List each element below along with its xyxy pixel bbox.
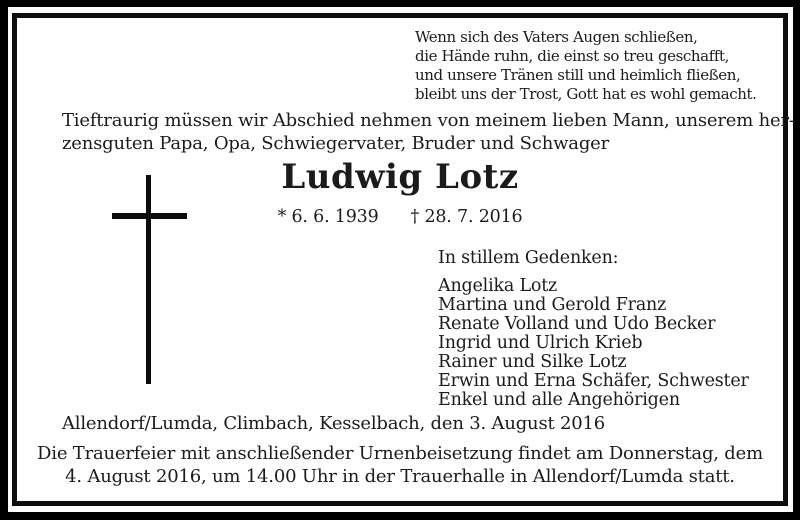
memorial-heading: In stillem Gedenken: [438, 248, 619, 268]
announcement-text [62, 110, 795, 155]
funeral-info-line: 4. August 2016, um 14.00 Uhr in der Trauerhalle in Allendorf/Lumda statt. [65, 465, 735, 487]
announcement-line: Tieftraurig müssen wir Abschied nehmen von meinem lieben Mann, unserem her- [62, 110, 795, 131]
mourner-name: Enkel und alle Angehörigen [438, 390, 680, 410]
funeral-info [30, 443, 770, 488]
memorial-poem [415, 28, 757, 104]
poem-line: bleibt uns der Trost, Gott hat es wohl gemacht. [415, 85, 757, 103]
poem-line: die Hände ruhn, die einst so treu geschafft, [415, 47, 730, 65]
birth-date: * 6. 6. 1939 [277, 207, 379, 227]
mourner-name: Renate Volland und Udo Becker [438, 314, 716, 334]
life-dates [0, 207, 800, 227]
funeral-info-line: Die Trauerfeier mit anschließender Urnenbeisetzung findet am Donnerstag, dem [37, 443, 763, 464]
poem-line: und unsere Tränen still und heimlich fließen, [415, 66, 741, 84]
announcement-line: zensguten Papa, Opa, Schwiegervater, Bruder und Schwager [62, 132, 610, 154]
mourner-name: Martina und Gerold Franz [438, 295, 667, 315]
mourners-list [438, 277, 749, 410]
deceased-name: Ludwig Lotz [281, 157, 519, 197]
poem-line: Wenn sich des Vaters Augen schließen, [415, 28, 698, 46]
mourners-section [438, 248, 749, 410]
mourner-name: Rainer und Silke Lotz [438, 352, 627, 372]
mourner-name: Angelika Lotz [438, 276, 558, 296]
mourner-name: Erwin und Erna Schäfer, Schwester [438, 371, 749, 391]
mourner-name: Ingrid und Ulrich Krieb [438, 333, 643, 353]
place-date-line: Allendorf/Lumda, Climbach, Kesselbach, den 3. August 2016 [62, 413, 606, 434]
death-date: † 28. 7. 2016 [410, 207, 523, 227]
